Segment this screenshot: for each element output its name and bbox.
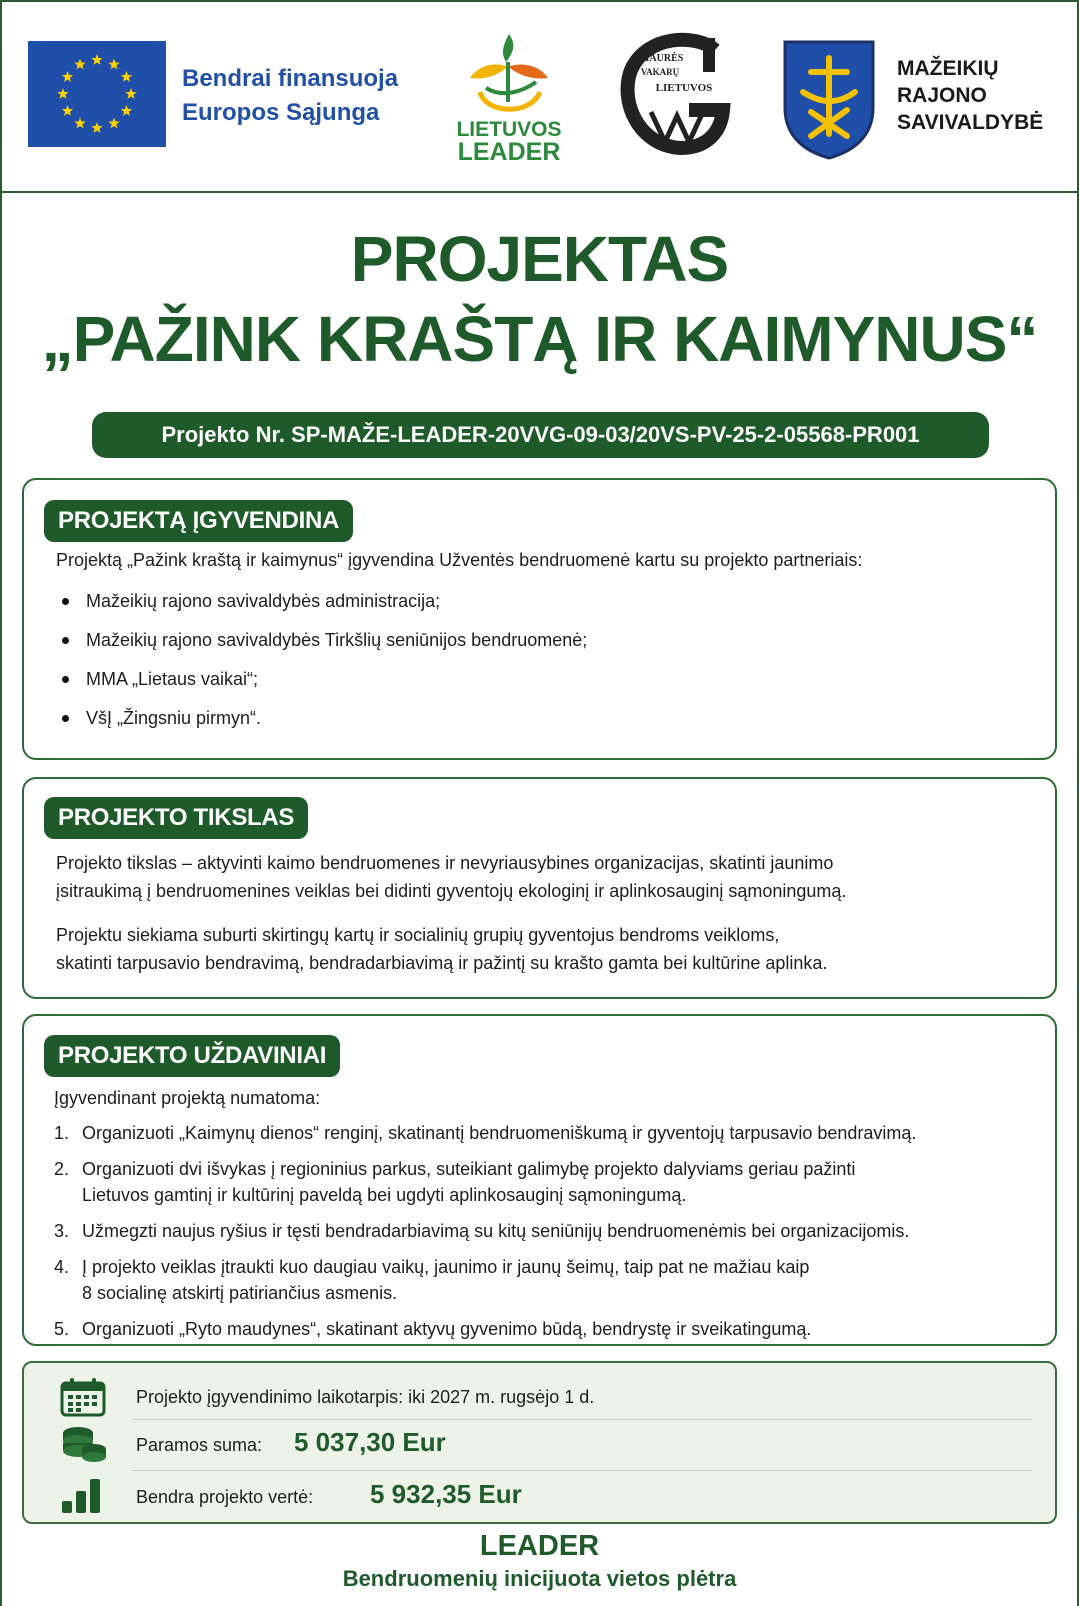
coat-of-arms-icon [781, 38, 877, 160]
section-label: PROJEKTO TIKSLAS [44, 797, 308, 839]
vvg-text-line2: VAKARŲ [640, 67, 680, 77]
implementer-intro: Projektą „Pažink kraštą ir kaimynus“ įgyvendina Užventės bendruomenė kartu su projekto partneriais: [56, 550, 863, 570]
task-line1: Organizuoti dvi išvykas į regioninius parkus, suteikiant galimybę projekto dalyviams geriau pažinti [82, 1159, 856, 1179]
eu-flag-icon [28, 41, 166, 147]
tasks-list [54, 1120, 1035, 1346]
task-line1: Organizuoti „Ryto maudynes“, skatinant aktyvų gyvenimo būdą, bendrystę ir sveikatingumą. [82, 1319, 812, 1339]
period-text: Projekto įgyvendinimo laikotarpis: iki 2027 m. rugsėjo 1 d. [136, 1387, 595, 1407]
list-item [54, 1156, 1035, 1218]
section-label: PROJEKTĄ ĮGYVENDINA [44, 500, 353, 542]
partner-list [58, 587, 587, 743]
section-goal [22, 777, 1057, 999]
vvg-monogram-icon [617, 30, 739, 158]
municipality-name [897, 55, 1043, 136]
divider [132, 1470, 1032, 1471]
info-row-support [24, 1421, 1059, 1469]
eu-funding-text [182, 62, 398, 130]
section-implementer [22, 478, 1057, 760]
task-number: 2. [54, 1159, 70, 1179]
support-value: 5 037,30 Eur [294, 1427, 446, 1457]
leader-logo-word1: LIETUVOS [456, 118, 562, 141]
bullet-icon [62, 598, 69, 605]
partner-text: Mažeikių rajono savivaldybės administracija; [86, 591, 441, 611]
total-value: 5 932,35 Eur [370, 1479, 522, 1509]
partner-text: MMA „Lietaus vaikai“; [86, 669, 259, 689]
calendar-icon [60, 1377, 106, 1417]
project-number-badge: Projekto Nr. SP-MAŽE-LEADER-20VVG-09-03/20VS-PV-25-2-05568-PR001 [92, 412, 989, 458]
total-label: Bendra projekto vertė: [136, 1487, 314, 1507]
partner-text: Mažeikių rajono savivaldybės Tirkšlių seniūnijos bendruomenė; [86, 630, 588, 650]
goal-p1-line1: Projekto tikslas – aktyvinti kaimo bendruomenes ir nevyriausybines organizacijas, skatinti jaunimo [56, 853, 834, 873]
goal-paragraph-1 [56, 849, 1035, 905]
divider [132, 1419, 1032, 1420]
municipality-line2: RAJONO [897, 84, 987, 107]
page-title-line2: „PAŽINK KRAŠTĄ IR KAIMYNUS“ [41, 303, 1038, 375]
task-number: 3. [54, 1221, 70, 1241]
section-tasks [22, 1014, 1057, 1346]
task-line2: 8 socialinę atskirtį patiriančius asmenis. [82, 1283, 398, 1303]
goal-p1-line2: įsitraukimą į bendruomenines veiklas bei didinti gyventojų ekologinį ir aplinkosauginį sąmoningumą. [56, 881, 847, 901]
task-line1: Į projekto veiklas įtraukti kuo daugiau vaikų, jaunimo ir jaunų šeimų, taip pat ne mažiau kaip [82, 1257, 810, 1277]
bar-chart-icon [60, 1477, 104, 1515]
eu-line1: Bendrai finansuoja [182, 65, 399, 92]
list-item [58, 587, 587, 626]
section-label: PROJEKTO UŽDAVINIAI [44, 1035, 340, 1077]
tasks-intro: Įgyvendinant projektą numatoma: [54, 1088, 321, 1108]
task-number: 5. [54, 1319, 70, 1339]
footer-subtitle: Bendruomenių inicijuota vietos plėtra [342, 1566, 737, 1591]
vvg-text-line3: LIETUVOS [655, 82, 713, 94]
list-item [58, 704, 587, 743]
list-item [54, 1254, 1035, 1316]
info-row-total [24, 1473, 1059, 1521]
municipality-line3: SAVIVALDYBĖ [897, 111, 1044, 134]
vvg-text-line1: ŠIAURĖS [640, 53, 684, 64]
bullet-icon [62, 637, 69, 644]
page-title-line1: PROJEKTAS [350, 223, 729, 295]
list-item [58, 665, 587, 704]
info-panel [22, 1361, 1057, 1524]
task-line2: Lietuvos gamtinį ir kultūrinį paveldą bei ugdyti aplinkosauginį sąmoningumą. [82, 1185, 687, 1205]
goal-p2-line2: skatinti tarpusavio bendravimą, bendradarbiavimą ir pažintį su krašto gamta bei kultūrine aplinka. [56, 953, 828, 973]
bullet-icon [62, 715, 69, 722]
info-row-period [24, 1375, 1059, 1419]
list-item [58, 626, 587, 665]
list-item [54, 1316, 1035, 1346]
task-number: 1. [54, 1123, 70, 1143]
partner-text: VšĮ „Žingsniu pirmyn“. [86, 708, 262, 728]
task-line1: Organizuoti „Kaimynų dienos“ renginį, skatinantį bendruomeniškumą ir gyventojų tarpusavio bendravimą. [82, 1123, 917, 1143]
bullet-icon [62, 676, 69, 683]
goal-p2-line1: Projektu siekiama suburti skirtingų kartų ir socialinių grupių gyventojus bendroms veikloms, [56, 925, 780, 945]
leader-logo-word2: LEADER [457, 138, 561, 166]
task-number: 4. [54, 1257, 70, 1277]
list-item [54, 1120, 1035, 1156]
support-label: Paramos suma: [136, 1435, 263, 1455]
list-item [54, 1218, 1035, 1254]
task-line1: Užmegzti naujus ryšius ir tęsti bendradarbiavimą su kitų seniūnijų bendruomenėmis bei organizacijomis. [82, 1221, 910, 1241]
goal-paragraph-2 [56, 921, 1035, 977]
coins-icon [60, 1425, 108, 1465]
municipality-line1: MAŽEIKIŲ [897, 57, 999, 80]
footer-title: LEADER [479, 1530, 600, 1562]
eu-line2: Europos Sąjunga [182, 99, 380, 126]
